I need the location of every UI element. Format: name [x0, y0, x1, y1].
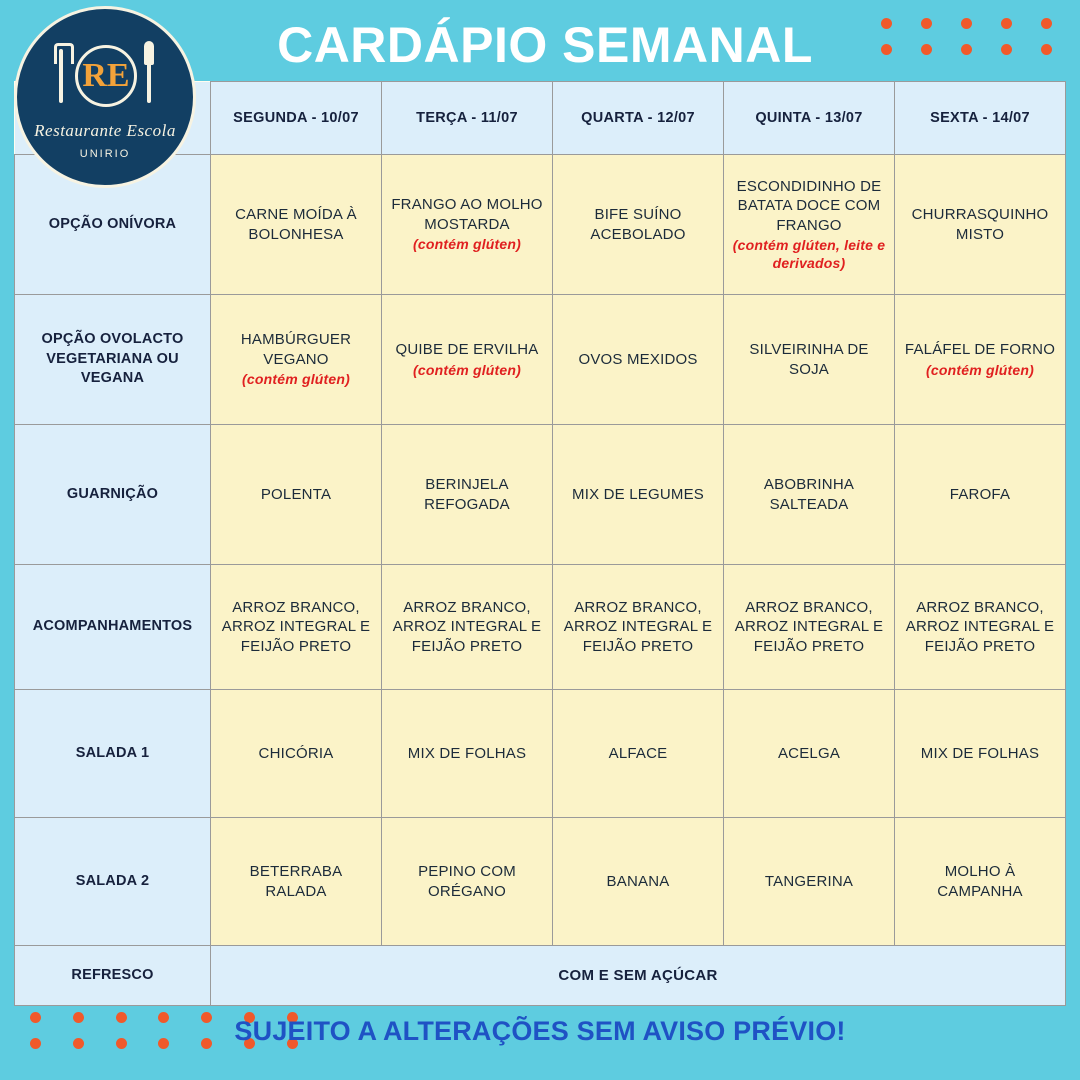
cell-onivora-terca [382, 155, 553, 295]
cell-text: BANANA [606, 872, 670, 890]
dot-icon [1041, 44, 1052, 55]
cell-vegetariana-segunda [211, 295, 382, 425]
cell-guarnicao-quarta [553, 425, 724, 565]
cell-text: FAROFA [949, 485, 1011, 503]
cell-text: POLENTA [260, 485, 332, 503]
cell-guarnicao-terca [382, 425, 553, 565]
table-row [15, 690, 1066, 818]
dot-icon [881, 44, 892, 55]
cell-text: ARROZ BRANCO, ARROZ INTEGRAL E FEIJÃO PRETO [563, 598, 713, 655]
table-body [15, 155, 1066, 1006]
cell-salada2-terca [382, 818, 553, 946]
row-label-salada-1: SALADA 1 [15, 690, 211, 818]
cell-onivora-sexta [895, 155, 1066, 295]
cell-text: CARNE MOÍDA À BOLONHESA [235, 206, 357, 243]
cell-onivora-quarta [553, 155, 724, 295]
cell-guarnicao-segunda [211, 425, 382, 565]
cutlery-plate-icon [45, 41, 165, 119]
cell-salada2-quarta [553, 818, 724, 946]
cell-text: ARROZ BRANCO, ARROZ INTEGRAL E FEIJÃO PRETO [734, 598, 884, 655]
table-row [15, 565, 1066, 690]
cell-salada2-quinta [724, 818, 895, 946]
cell-acompanhamentos-quarta [553, 565, 724, 690]
cell-salada1-segunda [211, 690, 382, 818]
cell-refresco-value: COM E SEM AÇÚCAR [211, 946, 1066, 1006]
decorative-dots-top [866, 10, 1066, 62]
table-row [15, 425, 1066, 565]
footer [0, 998, 1080, 1080]
cell-allergen-note: (contém glúten, leite e derivados) [732, 237, 886, 271]
table-row [15, 295, 1066, 425]
cell-text: ARROZ BRANCO, ARROZ INTEGRAL E FEIJÃO PRETO [221, 598, 371, 655]
knife-icon [147, 49, 151, 103]
cell-acompanhamentos-quinta [724, 565, 895, 690]
cell-text: ARROZ BRANCO, ARROZ INTEGRAL E FEIJÃO PRETO [905, 598, 1055, 655]
cell-allergen-note: (contém glúten) [413, 361, 521, 378]
row-label-refresco: REFRESCO [15, 946, 211, 1006]
cell-vegetariana-quarta [553, 295, 724, 425]
column-header-sexta: SEXTA - 14/07 [895, 82, 1066, 155]
cell-text: MIX DE FOLHAS [407, 744, 527, 762]
cell-acompanhamentos-sexta [895, 565, 1066, 690]
dot-icon [961, 44, 972, 55]
cell-allergen-note: (contém glúten) [926, 361, 1034, 378]
cell-text: MOLHO À CAMPANHA [937, 863, 1023, 900]
cell-text: FRANGO AO MOLHO MOSTARDA [391, 196, 543, 233]
row-label-guarnicao: GUARNIÇÃO [15, 425, 211, 565]
logo-name: Restaurante Escola [34, 120, 176, 140]
cell-guarnicao-sexta [895, 425, 1066, 565]
cell-acompanhamentos-segunda [211, 565, 382, 690]
cell-acompanhamentos-terca [382, 565, 553, 690]
cell-text: ALFACE [608, 744, 668, 762]
cell-text: ACELGA [777, 744, 841, 762]
dot-icon [921, 18, 932, 29]
cell-text: BIFE SUÍNO ACEBOLADO [590, 206, 686, 243]
cell-text: BETERRABA RALADA [249, 863, 343, 900]
menu-table [14, 81, 1066, 1006]
cell-guarnicao-quinta [724, 425, 895, 565]
cell-text: TANGERINA [764, 872, 854, 890]
column-header-quinta: QUINTA - 13/07 [724, 82, 895, 155]
disclaimer-text: SUJEITO A ALTERAÇÕES SEM AVISO PRÉVIO! [234, 1016, 846, 1046]
restaurant-logo [14, 6, 196, 188]
cell-salada1-quinta [724, 690, 895, 818]
cell-allergen-note: (contém glúten) [413, 236, 521, 253]
cell-text: ESCONDIDINHO DE BATATA DOCE COM FRANGO [736, 177, 882, 234]
cell-text: FALÁFEL DE FORNO [904, 341, 1056, 358]
column-header-quarta: QUARTA - 12/07 [553, 82, 724, 155]
dot-icon [961, 18, 972, 29]
logo-monogram: RE [82, 56, 130, 94]
dot-icon [1001, 44, 1012, 55]
cell-text: ARROZ BRANCO, ARROZ INTEGRAL E FEIJÃO PRETO [392, 598, 542, 655]
cell-vegetariana-quinta [724, 295, 895, 425]
cell-text: MIX DE FOLHAS [920, 744, 1040, 762]
menu-table-container [14, 81, 1066, 1006]
cell-salada1-sexta [895, 690, 1066, 818]
page-title: CARDÁPIO SEMANAL [277, 17, 813, 73]
dot-icon [1041, 18, 1052, 29]
table-row [15, 946, 1066, 1006]
logo-subtitle: UNIRIO [79, 147, 131, 160]
cell-text: PEPINO COM ORÉGANO [418, 863, 516, 900]
column-header-terca: TERÇA - 11/07 [382, 82, 553, 155]
cell-onivora-quinta [724, 155, 895, 295]
cell-text: MIX DE LEGUMES [572, 485, 704, 503]
cell-text: CHICÓRIA [258, 744, 334, 762]
cell-salada2-segunda [211, 818, 382, 946]
cell-text: OVOS MEXIDOS [578, 350, 698, 368]
cell-text: SILVEIRINHA DE SOJA [749, 341, 869, 378]
row-label-vegetariana: OPÇÃO OVOLACTO VEGETARIANA OU VEGANA [15, 295, 211, 425]
column-header-segunda: SEGUNDA - 10/07 [211, 82, 382, 155]
cell-onivora-segunda [211, 155, 382, 295]
dot-icon [881, 18, 892, 29]
cell-vegetariana-terca [382, 295, 553, 425]
cell-text: HAMBÚRGUER VEGANO [240, 331, 352, 368]
row-label-acompanhamentos: ACOMPANHAMENTOS [15, 565, 211, 690]
dot-icon [1001, 18, 1012, 29]
cell-text: BERINJELA REFOGADA [424, 476, 510, 513]
cell-salada1-terca [382, 690, 553, 818]
dot-icon [921, 44, 932, 55]
cell-text: QUIBE DE ERVILHA [395, 341, 539, 358]
cell-allergen-note: (contém glúten) [242, 371, 350, 388]
row-label-onivora: OPÇÃO ONÍVORA [15, 155, 211, 295]
table-row [15, 818, 1066, 946]
cell-vegetariana-sexta [895, 295, 1066, 425]
cell-text: ABOBRINHA SALTEADA [763, 476, 855, 513]
fork-icon [59, 49, 63, 103]
cell-salada2-sexta [895, 818, 1066, 946]
cell-text: CHURRASQUINHO MISTO [911, 206, 1049, 243]
row-label-salada-2: SALADA 2 [15, 818, 211, 946]
cell-salada1-quarta [553, 690, 724, 818]
